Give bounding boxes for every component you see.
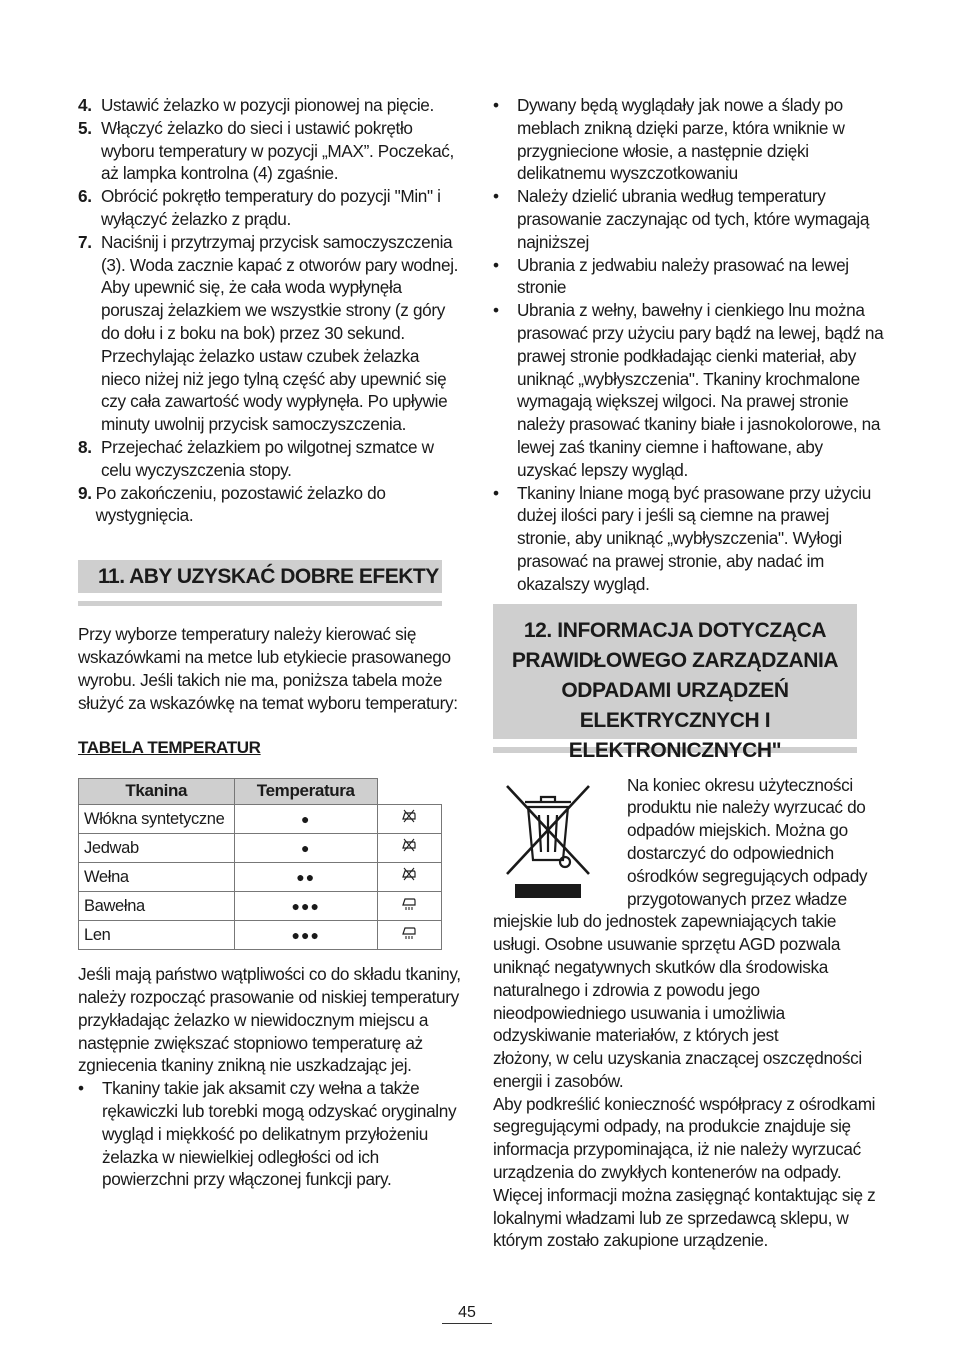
weee-paragraph: naturalnego i zdrowia z powodu jego nieodpowiedniego usuwania i umożliwia odzyskiwanie materiałów, z których jest <box>493 979 785 1046</box>
table-row <box>79 921 442 950</box>
right-column <box>493 94 885 1252</box>
list-item <box>78 1077 462 1191</box>
step-number: 8. <box>78 436 92 457</box>
column-header-empty <box>377 779 441 805</box>
fabric-cell: Len <box>79 921 235 950</box>
temperature-dots: ● <box>234 834 377 863</box>
bullet-text: Ubrania z jedwabiu należy prasować na lewej stronie <box>517 254 849 298</box>
list-item <box>493 254 885 300</box>
list-item <box>78 482 462 528</box>
list-item <box>78 117 462 185</box>
no-steam-icon <box>377 863 441 892</box>
step-number: 9. <box>78 482 92 503</box>
section-divider <box>78 601 442 606</box>
step-text: Przejechać żelazkiem po wilgotnej szmatce w celu wyczyszczenia stopy. <box>101 436 434 480</box>
heading-line: 12. INFORMACJA DOTYCZĄCA <box>523 618 827 642</box>
steam-icon <box>377 921 441 950</box>
cleaning-steps-list <box>78 94 462 527</box>
heading-line: ELEKTRYCZNYCH I ELEKTRONICZNYCH" <box>568 708 782 762</box>
table-header-row <box>79 779 442 805</box>
list-item <box>78 94 462 117</box>
temperature-dots: ●●● <box>234 892 377 921</box>
step-number: 5. <box>78 117 92 138</box>
step-number: 4. <box>78 95 92 115</box>
list-item <box>493 482 885 596</box>
bullet-icon: • <box>493 300 499 321</box>
bullet-text: Należy dzielić ubrania według temperatury prasowanie zaczynając od tych, które wymagają najniższej <box>517 186 870 252</box>
bullet-text: Tkaniny lniane mogą być prasowane przy użyciu dużej ilości pary i jeśli są ciemne na prawej stronie, aby uniknąć „wybłyszczenia". Wyłogi prasować na prawej stronie, aby nadać im okazalszy wygląd. <box>517 482 871 594</box>
weee-paragraph: złożony, w celu uzyskania znaczącej oszczędności energii i zasobów. <box>493 1048 862 1091</box>
bullet-icon: • <box>493 186 499 207</box>
step-text: Włączyć żelazko do sieci i ustawić pokrętło wyboru temperatury w pozycji „MAX”. Poczekać, aż lampka kontrolna (4) zgaśnie. <box>101 117 454 184</box>
column-header: Tkanina <box>79 779 235 805</box>
weee-section <box>493 774 885 1253</box>
page-number: 45 <box>442 1303 492 1324</box>
bullet-text: Ubrania z wełny, bawełny i cienkiego lnu można prasować przy użyciu pary bądź na lewej, bądź na prawej stronie podkładając cienki materiał, aby uniknąć „wybłyszczenia". Tkaniny krochmalone wymagają większej wilgoci. Na prawej stronie należy prasować tkaniny białe i jasnokolorowe, na lewej zaś tkaniny ciemne i haftowane, aby uzyskać lepszy wygląd. <box>517 300 884 480</box>
temperature-dots: ●●● <box>234 921 377 950</box>
table-title: TABELA TEMPERATUR <box>78 738 261 758</box>
list-item <box>78 436 462 482</box>
step-text: Obrócić pokrętło temperatury do pozycji "Min" i wyłączyć żelazko z prądu. <box>101 186 441 229</box>
list-item <box>493 299 885 481</box>
no-steam-icon <box>377 805 441 834</box>
bullet-text: Tkaniny takie jak aksamit czy wełna a także rękawiczki lub torebki mogą odzyskać oryginalny wygląd i miękkość po delikatnym przyłożeniu żelazka w niewielkiej odległości od ich powierzchni przy włączonej funkcji pary. <box>102 1078 457 1190</box>
column-header: Temperatura <box>234 779 377 805</box>
no-steam-icon <box>377 834 441 863</box>
weee-text: Na koniec okresu użyteczności produktu nie należy wyrzucać do odpadów miejskich. Można go dostarczyć do odpowiednich ośrodków segregujących odpady przygotowanych przez władze miejskie lub do jednostek zapewniających takie usługi. Osobne usuwanie sprzętu AGD pozwala uniknąć negatywnych skutków dla środowiska <box>493 774 868 977</box>
bullet-icon: • <box>493 95 499 115</box>
section-12-heading <box>493 604 857 762</box>
temperature-table <box>78 778 442 950</box>
table-row <box>79 805 442 834</box>
bullet-icon: • <box>78 1078 84 1099</box>
list-item <box>78 231 462 436</box>
left-column <box>78 94 462 1191</box>
bullet-text: Dywany będą wyglądały jak nowe a ślady po meblach znikną dzięki parze, która wniknie w przygniecione włosie, a następnie dzięki delikatnemu wyszczotkowaniu <box>517 95 845 184</box>
section-11-intro: Przy wyborze temperatury należy kierować się wskazówkami na metce lub etykiecie prasowanego wyrobu. Jeśli takich nie ma, poniższa tabela może służyć za wskazówkę na temat wyboru temperatury: <box>78 624 458 713</box>
step-text: Ustawić żelazko w pozycji pionowej na pięcie. <box>101 95 434 115</box>
bullet-icon: • <box>493 482 499 503</box>
temperature-dots: ● <box>234 805 377 834</box>
table-row <box>79 892 442 921</box>
list-item <box>78 185 462 231</box>
fabric-cell: Jedwab <box>79 834 235 863</box>
step-number: 6. <box>78 186 92 207</box>
bullet-icon: • <box>493 254 499 275</box>
crossed-out-wheelie-bin-icon <box>503 780 593 906</box>
section-11-heading: 11. ABY UZYSKAĆ DOBRE EFEKTY <box>78 560 442 593</box>
heading-line: ODPADAMI URZĄDZEŃ <box>561 678 789 702</box>
fabric-cell: Włókna syntetyczne <box>79 805 235 834</box>
step-text: Naciśnij i przytrzymaj przycisk samoczyszczenia (3). Woda zacznie kapać z otworów pary wodnej. Aby upewnić się, że cała woda wypłynęła poruszaj żelazkiem we wszystkie strony (z góry do dołu i z boku na bok) przez 30 sekund. Przechylając żelazko ustaw czubek żelazka nieco niżej niż jego tylną część aby upewnić się czy cała zawartość wody wypłynęła. Po upływie minuty uwolnij przycisk samoczyszczenia. <box>101 231 459 435</box>
table-row <box>79 863 442 892</box>
list-item <box>493 185 885 253</box>
step-number: 7. <box>78 231 92 252</box>
list-item <box>493 94 885 185</box>
temperature-dots: ●● <box>234 863 377 892</box>
fabric-cell: Wełna <box>79 863 235 892</box>
steam-icon <box>377 892 441 921</box>
fabric-cell: Bawełna <box>79 892 235 921</box>
step-text: Po zakończeniu, pozostawić żelazko do wystygnięcia. <box>95 482 386 526</box>
uncertain-fabric-text: Jeśli mają państwo wątpliwości co do składu tkaniny, należy rozpocząć prasowanie od niskiej temperatury przykładając żelazko w niewidocznym miejscu a następnie zwiększać stopniowo temperaturę aż zgniecenia tkaniny znikną nie uszkadzając jej. <box>78 964 461 1076</box>
left-bullet-list <box>78 1077 462 1191</box>
right-bullet-list <box>493 94 885 596</box>
heading-line: PRAWIDŁOWEGO ZARZĄDZANIA <box>511 648 839 672</box>
weee-paragraph: Aby podkreślić konieczność współpracy z ośrodkami segregującymi odpady, na produkcie znajduje się informacja przypominająca, iż nie należy wyrzucać urządzenia do zwykłych kontenerów na odpady. Więcej informacji można zasięgnąć kontaktując się z lokalnymi władzami lub ze sprzedawcą sklepu, w którym zostało zakupione urządzenie. <box>493 1093 876 1251</box>
table-row <box>79 834 442 863</box>
